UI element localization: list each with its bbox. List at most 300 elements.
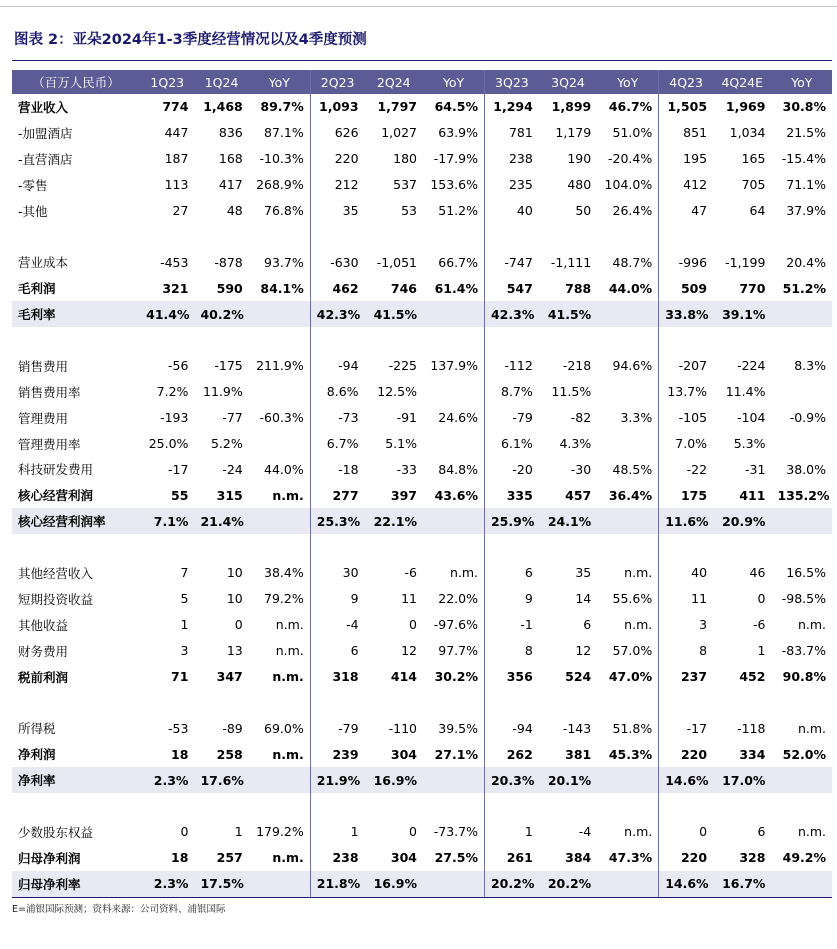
table-cell: [597, 767, 659, 793]
table-cell: 3: [699, 617, 708, 633]
table-cell: -6: [404, 565, 417, 581]
header-col: YoY: [771, 70, 832, 94]
table-row: [12, 456, 832, 482]
table-cell: 318: [332, 669, 359, 685]
table-cell: 38.0%: [786, 461, 826, 477]
table-cell: [771, 431, 832, 457]
table-cell: -15.4%: [781, 151, 826, 167]
table-cell: 321: [162, 280, 189, 296]
table-cell: n.m.: [249, 845, 311, 871]
table-cell: [771, 793, 832, 819]
table-cell: -53: [168, 720, 189, 736]
table-cell: 20.2%: [484, 871, 538, 897]
table-cell: [365, 223, 423, 249]
table-cell: 37.9%: [786, 203, 826, 218]
table-cell: -91: [396, 410, 417, 426]
table-cell: [484, 689, 538, 715]
table-cell: 7.0%: [675, 436, 708, 452]
table-cell: [249, 223, 311, 249]
table-cell: -79: [512, 410, 533, 426]
table-cell: 22.0%: [423, 586, 485, 612]
table-cell: 14.6%: [659, 767, 713, 793]
table-cell: [659, 793, 713, 819]
table-cell: 18: [171, 850, 189, 866]
table-cell: [365, 534, 423, 560]
table-cell: [249, 689, 311, 715]
table-cell: 69.0%: [249, 715, 311, 741]
table-cell: [713, 327, 771, 353]
table-cell: [771, 534, 832, 560]
table-cell: 55.6%: [597, 586, 659, 612]
table-cell: n.m.: [597, 819, 659, 845]
table-cell: 20.1%: [539, 767, 597, 793]
table-cell: 626: [334, 125, 359, 141]
table-cell: 55: [171, 487, 189, 503]
table-cell: [423, 871, 485, 897]
table-cell: 277: [332, 487, 359, 503]
table-cell: 334: [739, 746, 766, 762]
table-cell: -24: [222, 461, 243, 477]
table-cell: [365, 327, 423, 353]
table-cell: 46.7%: [597, 94, 659, 120]
table-cell: 770: [739, 280, 766, 296]
table-cell: 24.1%: [539, 508, 597, 534]
table-cell: 0: [757, 591, 766, 607]
table-cell: -73.7%: [423, 819, 485, 845]
table-cell: 356: [506, 669, 533, 685]
table-cell: [194, 534, 248, 560]
table-cell: 40.2%: [194, 301, 248, 327]
table-cell: 137.9%: [423, 353, 485, 379]
table-cell: 238: [508, 151, 533, 167]
row-label: 财务费用: [18, 643, 69, 659]
table-cell: [484, 793, 538, 819]
header-col: 1Q24: [194, 70, 248, 94]
table-cell: 547: [506, 280, 533, 296]
table-cell: 590: [216, 280, 243, 296]
table-cell: 38.4%: [249, 560, 311, 586]
table-cell: n.m.: [797, 720, 826, 736]
table-cell: 258: [216, 746, 243, 762]
spacer-row: [12, 793, 832, 819]
title-rule: [12, 60, 832, 61]
table-cell: [249, 793, 311, 819]
table-row: [12, 767, 832, 793]
table-row: [12, 638, 832, 664]
table-row: [12, 249, 832, 275]
table-cell: 8.3%: [794, 358, 826, 374]
row-label: -其他: [18, 203, 48, 219]
table-cell: 11: [401, 591, 417, 607]
table-cell: 6: [524, 565, 533, 581]
table-cell: -89: [222, 720, 243, 736]
table-cell: 57.0%: [597, 638, 659, 664]
table-cell: 24.6%: [423, 405, 485, 431]
table-cell: 0: [234, 617, 243, 633]
table-cell: [597, 534, 659, 560]
table-cell: [713, 689, 771, 715]
table-cell: 1: [234, 824, 243, 840]
table-cell: -77: [222, 410, 243, 426]
table-cell: -97.6%: [423, 612, 485, 638]
footnote: E=浦银国际预测；资料来源：公司资料、浦银国际: [12, 904, 226, 915]
row-label: [12, 534, 140, 560]
financial-table: [12, 70, 832, 898]
table-cell: 11.9%: [203, 384, 243, 400]
table-cell: [597, 431, 659, 457]
top-rule: [0, 6, 837, 7]
table-cell: 44.0%: [249, 456, 311, 482]
table-cell: 11.4%: [725, 384, 766, 400]
table-cell: [597, 379, 659, 405]
table-cell: 39.5%: [423, 715, 485, 741]
row-label: 其他收益: [18, 617, 69, 633]
table-cell: 25.9%: [484, 508, 538, 534]
table-row: [12, 431, 832, 457]
table-cell: 22.1%: [365, 508, 423, 534]
table-cell: 8: [524, 643, 533, 659]
table-cell: 71.1%: [786, 177, 826, 193]
table-cell: -1,051: [376, 254, 417, 270]
table-cell: 39.1%: [713, 301, 771, 327]
table-cell: 41.5%: [365, 301, 423, 327]
table-cell: 4.3%: [559, 436, 592, 452]
table-cell: [597, 301, 659, 327]
table-cell: -453: [160, 254, 189, 270]
table-cell: 180: [393, 151, 417, 167]
table-cell: 6: [583, 617, 592, 633]
table-cell: -79: [338, 720, 359, 736]
table-cell: [365, 793, 423, 819]
table-cell: [539, 793, 597, 819]
table-cell: -747: [504, 254, 533, 270]
table-cell: 179.2%: [249, 819, 311, 845]
table-cell: [713, 534, 771, 560]
table-cell: 788: [565, 280, 592, 296]
table-cell: -878: [214, 254, 243, 270]
table-row: [12, 741, 832, 767]
table-cell: [194, 327, 248, 353]
row-label: -零售: [18, 177, 48, 193]
table-cell: [310, 689, 364, 715]
table-cell: 47: [691, 203, 708, 218]
table-cell: n.m.: [249, 482, 311, 508]
table-cell: 48.5%: [597, 456, 659, 482]
table-cell: 46: [749, 565, 766, 581]
table-cell: 11: [691, 591, 708, 607]
row-label: [12, 689, 140, 715]
table-cell: [194, 223, 248, 249]
table-cell: [771, 508, 832, 534]
table-cell: 5: [180, 591, 189, 607]
table-cell: [423, 689, 485, 715]
table-cell: 705: [741, 177, 766, 193]
table-cell: 5.3%: [733, 436, 766, 452]
table-cell: 40: [516, 203, 533, 218]
table-cell: 89.7%: [249, 94, 311, 120]
table-cell: 20.3%: [484, 767, 538, 793]
table-cell: 457: [565, 487, 592, 503]
table-cell: -118: [737, 720, 766, 736]
table-row: [12, 94, 832, 120]
row-label: 科技研发费用: [18, 462, 94, 478]
table-cell: 40: [691, 565, 708, 581]
table-cell: -17: [686, 720, 708, 736]
table-cell: 447: [164, 125, 189, 141]
table-cell: -4: [346, 617, 359, 633]
table-cell: -94: [338, 358, 359, 374]
table-cell: 851: [683, 125, 708, 141]
table-cell: 153.6%: [423, 172, 485, 198]
table-cell: -104: [737, 410, 766, 426]
header-col: 4Q24E: [713, 70, 771, 94]
table-cell: 1,969: [725, 99, 766, 115]
table-cell: 12: [401, 643, 417, 659]
header-col: YoY: [597, 70, 659, 94]
row-label: 营业成本: [18, 255, 69, 271]
table-cell: 13.7%: [667, 384, 708, 400]
table-cell: [140, 223, 194, 249]
table-cell: 12: [575, 643, 592, 659]
header-col: 3Q24: [539, 70, 597, 94]
table-cell: 257: [216, 850, 243, 866]
spacer-row: [12, 534, 832, 560]
table-cell: 235: [508, 177, 533, 193]
table-cell: 781: [508, 125, 533, 141]
table-cell: [249, 871, 311, 897]
table-cell: 51.0%: [597, 120, 659, 146]
spacer-row: [12, 689, 832, 715]
table-cell: 417: [218, 177, 243, 193]
table-cell: [423, 793, 485, 819]
table-cell: [771, 301, 832, 327]
table-cell: 1: [757, 643, 766, 659]
table-cell: [597, 508, 659, 534]
header-col: 3Q23: [484, 70, 538, 94]
table-cell: 8: [699, 643, 708, 659]
table-cell: 187: [164, 151, 189, 167]
table-cell: [659, 689, 713, 715]
table-row: [12, 301, 832, 327]
table-cell: 328: [739, 850, 766, 866]
table-cell: 220: [680, 746, 708, 762]
table-cell: 746: [390, 280, 417, 296]
row-label: 少数股东权益: [18, 824, 94, 840]
header-col: 2Q23: [310, 70, 364, 94]
table-cell: 84.1%: [249, 275, 311, 301]
table-cell: [423, 508, 485, 534]
table-cell: n.m.: [797, 824, 826, 840]
table-cell: [423, 431, 485, 457]
table-cell: [539, 534, 597, 560]
table-cell: 1,468: [203, 99, 243, 115]
table-cell: 414: [390, 669, 417, 685]
table-row: [12, 612, 832, 638]
table-cell: 1,899: [551, 99, 592, 115]
table-cell: n.m.: [597, 612, 659, 638]
table-cell: -94: [512, 720, 533, 736]
table-cell: -73: [338, 410, 359, 426]
table-cell: [249, 534, 311, 560]
row-label: -直营酒店: [18, 151, 73, 167]
table-cell: 135.2%: [777, 487, 830, 503]
table-cell: 268.9%: [249, 172, 311, 198]
table-cell: 8.6%: [326, 384, 359, 400]
table-row: [12, 120, 832, 146]
table-cell: -996: [678, 254, 708, 270]
table-cell: 347: [216, 669, 243, 685]
row-label: 净利率: [12, 767, 140, 793]
table-cell: 304: [390, 850, 417, 866]
table-cell: [423, 379, 485, 405]
table-cell: 27: [172, 203, 189, 218]
table-cell: 165: [741, 151, 766, 167]
table-cell: [140, 793, 194, 819]
table-row: [12, 353, 832, 379]
table-cell: 66.7%: [423, 249, 485, 275]
table-cell: 335: [506, 487, 533, 503]
table-cell: 1: [524, 824, 533, 840]
table-cell: [771, 871, 832, 897]
table-cell: 1,093: [319, 99, 359, 115]
table-cell: 17.6%: [194, 767, 248, 793]
row-label: 毛利率: [12, 301, 140, 327]
table-cell: 10: [226, 565, 243, 581]
table-cell: 1,797: [377, 99, 417, 115]
table-cell: -112: [504, 358, 533, 374]
table-cell: 1,505: [667, 99, 708, 115]
table-cell: 1,034: [729, 125, 766, 141]
table-cell: -22: [686, 461, 708, 477]
table-cell: 18: [171, 746, 189, 762]
table-cell: 35: [575, 565, 592, 581]
table-cell: -193: [160, 410, 189, 426]
row-label: 管理费用率: [18, 436, 81, 452]
table-cell: 49.2%: [782, 850, 826, 866]
table-cell: 7.2%: [156, 384, 189, 400]
table-cell: 51.8%: [597, 715, 659, 741]
table-cell: [423, 327, 485, 353]
table-cell: 0: [699, 824, 708, 840]
table-cell: 6: [757, 824, 766, 840]
table-cell: [140, 689, 194, 715]
table-cell: 524: [565, 669, 592, 685]
table-cell: 384: [565, 850, 592, 866]
table-cell: 16.9%: [365, 871, 423, 897]
table-cell: 20.4%: [786, 254, 826, 270]
table-cell: 52.0%: [782, 746, 826, 762]
table-cell: 381: [565, 746, 592, 762]
table-cell: 21.9%: [310, 767, 364, 793]
table-cell: 26.4%: [597, 198, 659, 224]
table-cell: 63.9%: [423, 120, 485, 146]
table-cell: 20.9%: [713, 508, 771, 534]
table-cell: 5.1%: [385, 436, 417, 452]
table-cell: [249, 431, 311, 457]
table-cell: -17: [168, 461, 189, 477]
table-row: [12, 560, 832, 586]
table-cell: 6.1%: [501, 436, 533, 452]
table-cell: n.m.: [249, 612, 311, 638]
table-cell: [140, 327, 194, 353]
table-cell: 0: [180, 824, 189, 840]
table-cell: -31: [745, 461, 766, 477]
table-cell: -10.3%: [249, 146, 311, 172]
table-cell: -1,199: [725, 254, 766, 270]
table-cell: [659, 534, 713, 560]
table-row: [12, 845, 832, 871]
table-cell: 212: [334, 177, 359, 193]
row-label: 其他经营收入: [18, 565, 94, 581]
table-cell: 90.8%: [782, 669, 826, 685]
table-cell: [771, 327, 832, 353]
table-cell: 2.3%: [140, 767, 194, 793]
table-cell: 13: [226, 643, 243, 659]
table-cell: 11.6%: [659, 508, 713, 534]
table-cell: -207: [678, 358, 708, 374]
table-cell: [423, 767, 485, 793]
table-cell: [771, 689, 832, 715]
row-label: 所得税: [18, 721, 56, 737]
table-cell: 7.1%: [140, 508, 194, 534]
table-cell: 113: [164, 177, 189, 193]
table-cell: 17.5%: [194, 871, 248, 897]
table-cell: 3: [180, 643, 189, 659]
table-cell: 480: [567, 177, 592, 193]
row-label: 销售费用: [18, 358, 69, 374]
table-cell: -4: [578, 824, 592, 840]
table-cell: 8.7%: [501, 384, 533, 400]
table-cell: [484, 223, 538, 249]
table-cell: 6: [350, 643, 359, 659]
table-cell: 47.3%: [597, 845, 659, 871]
table-row: [12, 198, 832, 224]
table-cell: 2.3%: [140, 871, 194, 897]
table-row: [12, 871, 832, 897]
table-cell: [423, 301, 485, 327]
table-cell: [310, 534, 364, 560]
table-cell: -82: [570, 410, 592, 426]
row-label: 净利润: [18, 747, 56, 763]
table-cell: [194, 689, 248, 715]
table-cell: 14.6%: [659, 871, 713, 897]
table-cell: [423, 223, 485, 249]
row-label: 营业收入: [18, 99, 69, 115]
table-cell: 12.5%: [377, 384, 417, 400]
table-cell: 836: [218, 125, 243, 141]
table-cell: 1,027: [381, 125, 417, 141]
header-col: 1Q23: [140, 70, 194, 94]
table-cell: -20.4%: [597, 146, 659, 172]
table-row: [12, 664, 832, 690]
table-cell: -224: [737, 358, 766, 374]
table-cell: 9: [350, 591, 359, 607]
header-col: 4Q23: [659, 70, 713, 94]
table-cell: -17.9%: [423, 146, 485, 172]
table-cell: -60.3%: [249, 405, 311, 431]
table-cell: -630: [330, 254, 359, 270]
header-col: YoY: [423, 70, 485, 94]
table-cell: 315: [216, 487, 243, 503]
table-cell: [771, 767, 832, 793]
table-cell: -218: [562, 358, 592, 374]
table-cell: [597, 793, 659, 819]
table-cell: n.m.: [249, 638, 311, 664]
table-row: [12, 508, 832, 534]
table-cell: [659, 327, 713, 353]
table-row: [12, 172, 832, 198]
table-cell: [597, 689, 659, 715]
